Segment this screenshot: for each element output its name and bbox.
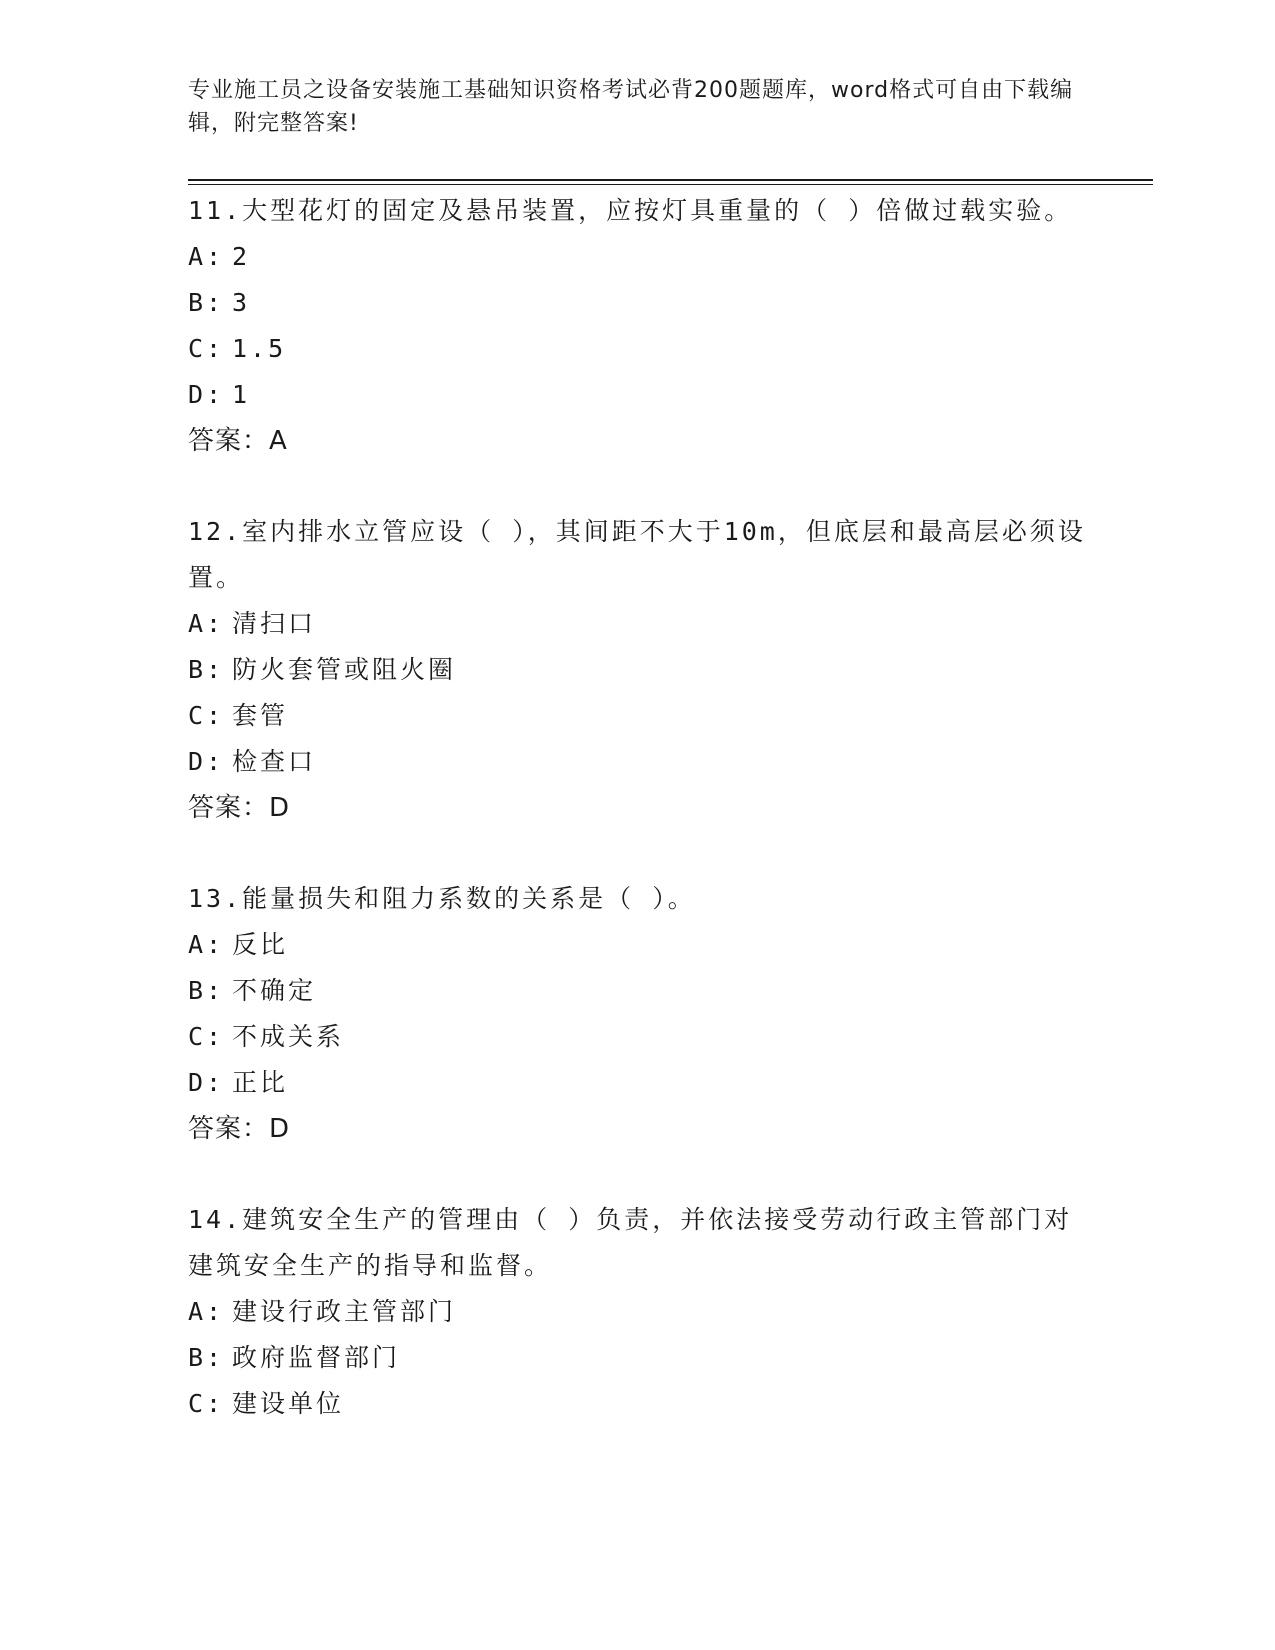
option-text: 防火套管或阻火圈 [232, 655, 457, 684]
option-d [188, 372, 1088, 418]
option-label: B: [188, 976, 225, 1005]
option-a [188, 922, 1088, 968]
option-c [188, 693, 1088, 739]
option-text: 套管 [232, 701, 289, 730]
option-text: 不确定 [232, 976, 317, 1005]
question-14 [188, 1197, 1088, 1427]
answer-line: 答案：A [188, 426, 288, 456]
option-c [188, 326, 1088, 372]
option-text: 反比 [232, 930, 289, 959]
question-stem: 11.大型花灯的固定及悬吊装置，应按灯具重量的（ ）倍做过载实验。 [188, 196, 1073, 225]
option-label: C: [188, 1389, 225, 1418]
answer-line: 答案：D [188, 793, 291, 823]
option-text: 建设单位 [232, 1389, 345, 1418]
header-rule-thick [188, 179, 1153, 181]
option-text: 不成关系 [232, 1022, 345, 1051]
question-stem: 12.室内排水立管应设（ ），其间距不大于10m，但底层和最高层必须设置。 [188, 517, 1086, 592]
question-11 [188, 188, 1088, 464]
option-b [188, 968, 1088, 1014]
question-stem: 14.建筑安全生产的管理由（ ）负责，并依法接受劳动行政主管部门对建筑安全生产的指导和监督。 [188, 1205, 1073, 1280]
option-label: B: [188, 288, 225, 317]
question-list [188, 188, 1088, 1472]
option-label: D: [188, 380, 225, 409]
option-label: C: [188, 1022, 225, 1051]
option-text: 3 [232, 288, 251, 317]
question-13 [188, 876, 1088, 1152]
question-12 [188, 509, 1088, 831]
option-b [188, 1335, 1088, 1381]
option-text: 清扫口 [232, 609, 317, 638]
option-b [188, 280, 1088, 326]
option-text: 1.5 [232, 334, 287, 363]
option-label: A: [188, 930, 225, 959]
document-header: 专业施工员之设备安装施工基础知识资格考试必背200题题库，word格式可自由下载编辑，附完整答案! [188, 78, 1074, 136]
option-label: A: [188, 609, 225, 638]
option-label: D: [188, 747, 225, 776]
option-d [188, 1060, 1088, 1106]
option-a [188, 234, 1088, 280]
option-a [188, 1289, 1088, 1335]
option-label: A: [188, 242, 225, 271]
option-d [188, 739, 1088, 785]
option-text: 1 [232, 380, 251, 409]
option-text: 2 [232, 242, 251, 271]
option-label: A: [188, 1297, 225, 1326]
answer-line: 答案：D [188, 1114, 291, 1144]
option-a [188, 601, 1088, 647]
option-text: 政府监督部门 [232, 1343, 401, 1372]
option-label: C: [188, 334, 225, 363]
option-text: 正比 [232, 1068, 289, 1097]
question-stem: 13.能量损失和阻力系数的关系是（ ）。 [188, 884, 696, 913]
option-label: C: [188, 701, 225, 730]
option-label: D: [188, 1068, 225, 1097]
option-text: 检查口 [232, 747, 317, 776]
header-rule-thin [188, 184, 1153, 185]
option-label: B: [188, 1343, 225, 1372]
option-c [188, 1381, 1088, 1427]
option-c [188, 1014, 1088, 1060]
option-label: B: [188, 655, 225, 684]
option-text: 建设行政主管部门 [232, 1297, 457, 1326]
option-b [188, 647, 1088, 693]
